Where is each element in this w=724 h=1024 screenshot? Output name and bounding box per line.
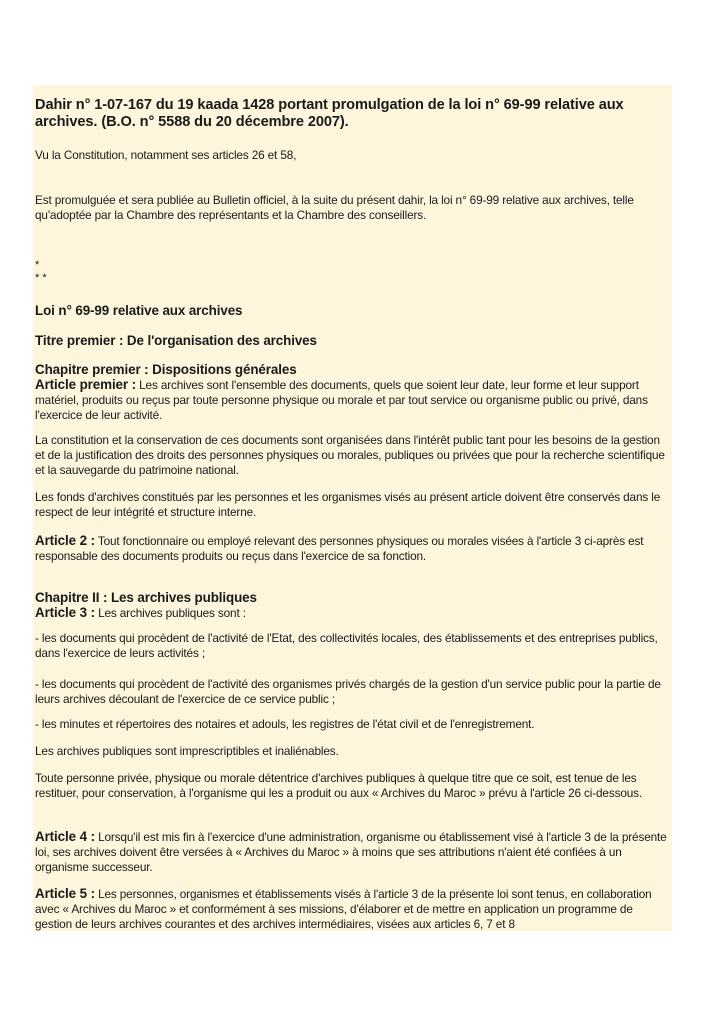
article-2-label: Article 2 : xyxy=(35,533,95,548)
chapitre-2-heading: Chapitre II : Les archives publiques xyxy=(35,590,257,605)
chapitre-1-heading: Chapitre premier : Dispositions générales xyxy=(35,362,297,377)
separator-single-asterisk: * xyxy=(35,259,40,271)
article-4 xyxy=(35,829,667,875)
article-3-paragraph-3: Toute personne privée, physique ou morale détentrice d'archives publiques à quelque titre que ce soit, est tenue de les restituer, pour conservation, à l'organisme qui les a produit ou aux « Archives du Maroc » prévu à l'article 26 ci-dessous. xyxy=(35,771,643,800)
article-3-paragraph-2: Les archives publiques sont imprescriptibles et inaliénables. xyxy=(35,744,339,758)
article-5 xyxy=(35,886,667,932)
article-2 xyxy=(35,533,667,564)
article-3-item-2: - les documents qui procèdent de l'activité des organismes privés chargés de la gestion d'un service public pour la partie de leurs archives découlant de l'exercice de ce service public ; xyxy=(35,677,661,706)
article-1-text: Les archives sont l'ensemble des documents, quels que soient leur date, leur forme et leur support matériel, produits ou reçus par toute personne physique ou morale et par tout service ou organisme public ou privé, dans l'exercice de leur activité. xyxy=(35,378,648,422)
article-5-text: Les personnes, organismes et établissements visés à l'article 3 de la présente loi sont tenus, en collaboration avec « Archives du Maroc » et conformément à ses missions, d'élaborer et de mettre en application un programme de gestion de leurs archives courantes et des archives intermédiaires, visées aux articles 6, 7 et 8 xyxy=(35,887,652,931)
article-4-label: Article 4 : xyxy=(35,829,95,844)
article-5-label: Article 5 : xyxy=(35,886,95,901)
article-1-label: Article premier : xyxy=(35,377,136,392)
titre-heading: Titre premier : De l'organisation des archives xyxy=(35,333,317,348)
article-2-text: Tout fonctionnaire ou employé relevant des personnes physiques ou morales visées à l'article 3 ci-après est responsable des documents produits ou reçus dans l'exercice de sa fonction. xyxy=(35,534,644,563)
article-1 xyxy=(35,377,667,423)
article-3-label: Article 3 : xyxy=(35,605,95,620)
article-3-item-1: - les documents qui procèdent de l'activité de l'Etat, des collectivités locales, des établissements et des entreprises publics, dans l'exercice de leurs activités ; xyxy=(35,631,658,660)
document-title: Dahir n° 1-07-167 du 19 kaada 1428 portant promulgation de la loi n° 69-99 relative aux archives. (B.O. n° 5588 du 20 décembre 2007). xyxy=(35,97,624,130)
article-1-paragraph-3: Les fonds d'archives constitués par les personnes et les organismes visés au présent article doivent être conservés dans le respect de leur intégrité et structure interne. xyxy=(35,490,661,519)
article-3-item-3: - les minutes et répertoires des notaires et adouls, les registres de l'état civil et de l'enregistrement. xyxy=(35,717,535,731)
law-title: Loi n° 69-99 relative aux archives xyxy=(35,303,243,318)
preamble: Vu la Constitution, notamment ses articles 26 et 58, xyxy=(35,148,297,162)
article-3-text: Les archives publiques sont : xyxy=(94,606,246,620)
promulgation-paragraph: Est promulguée et sera publiée au Bulletin officiel, à la suite du présent dahir, la loi n° 69-99 relative aux archives, telle qu'adoptée par la Chambre des représentants et la Chambre des conseillers. xyxy=(35,193,634,222)
article-1-paragraph-2: La constitution et la conservation de ces documents sont organisées dans l'intérêt public tant pour les besoins de la gestion et de la justification des droits des personnes physiques ou morales, publiques ou privées que pour la recherche scientifique et la sauvegarde du patrimoine national. xyxy=(35,433,665,477)
article-4-text: Lorsqu'il est mis fin à l'exercice d'une administration, organisme ou établissement visé à l'article 3 de la présente loi, ses archives doivent être versées à « Archives du Maroc » à moins que ses attributions n'aient été confiées à un organisme successeur. xyxy=(35,830,667,874)
separator-double-asterisk: * * xyxy=(35,272,47,284)
article-3 xyxy=(35,605,667,621)
